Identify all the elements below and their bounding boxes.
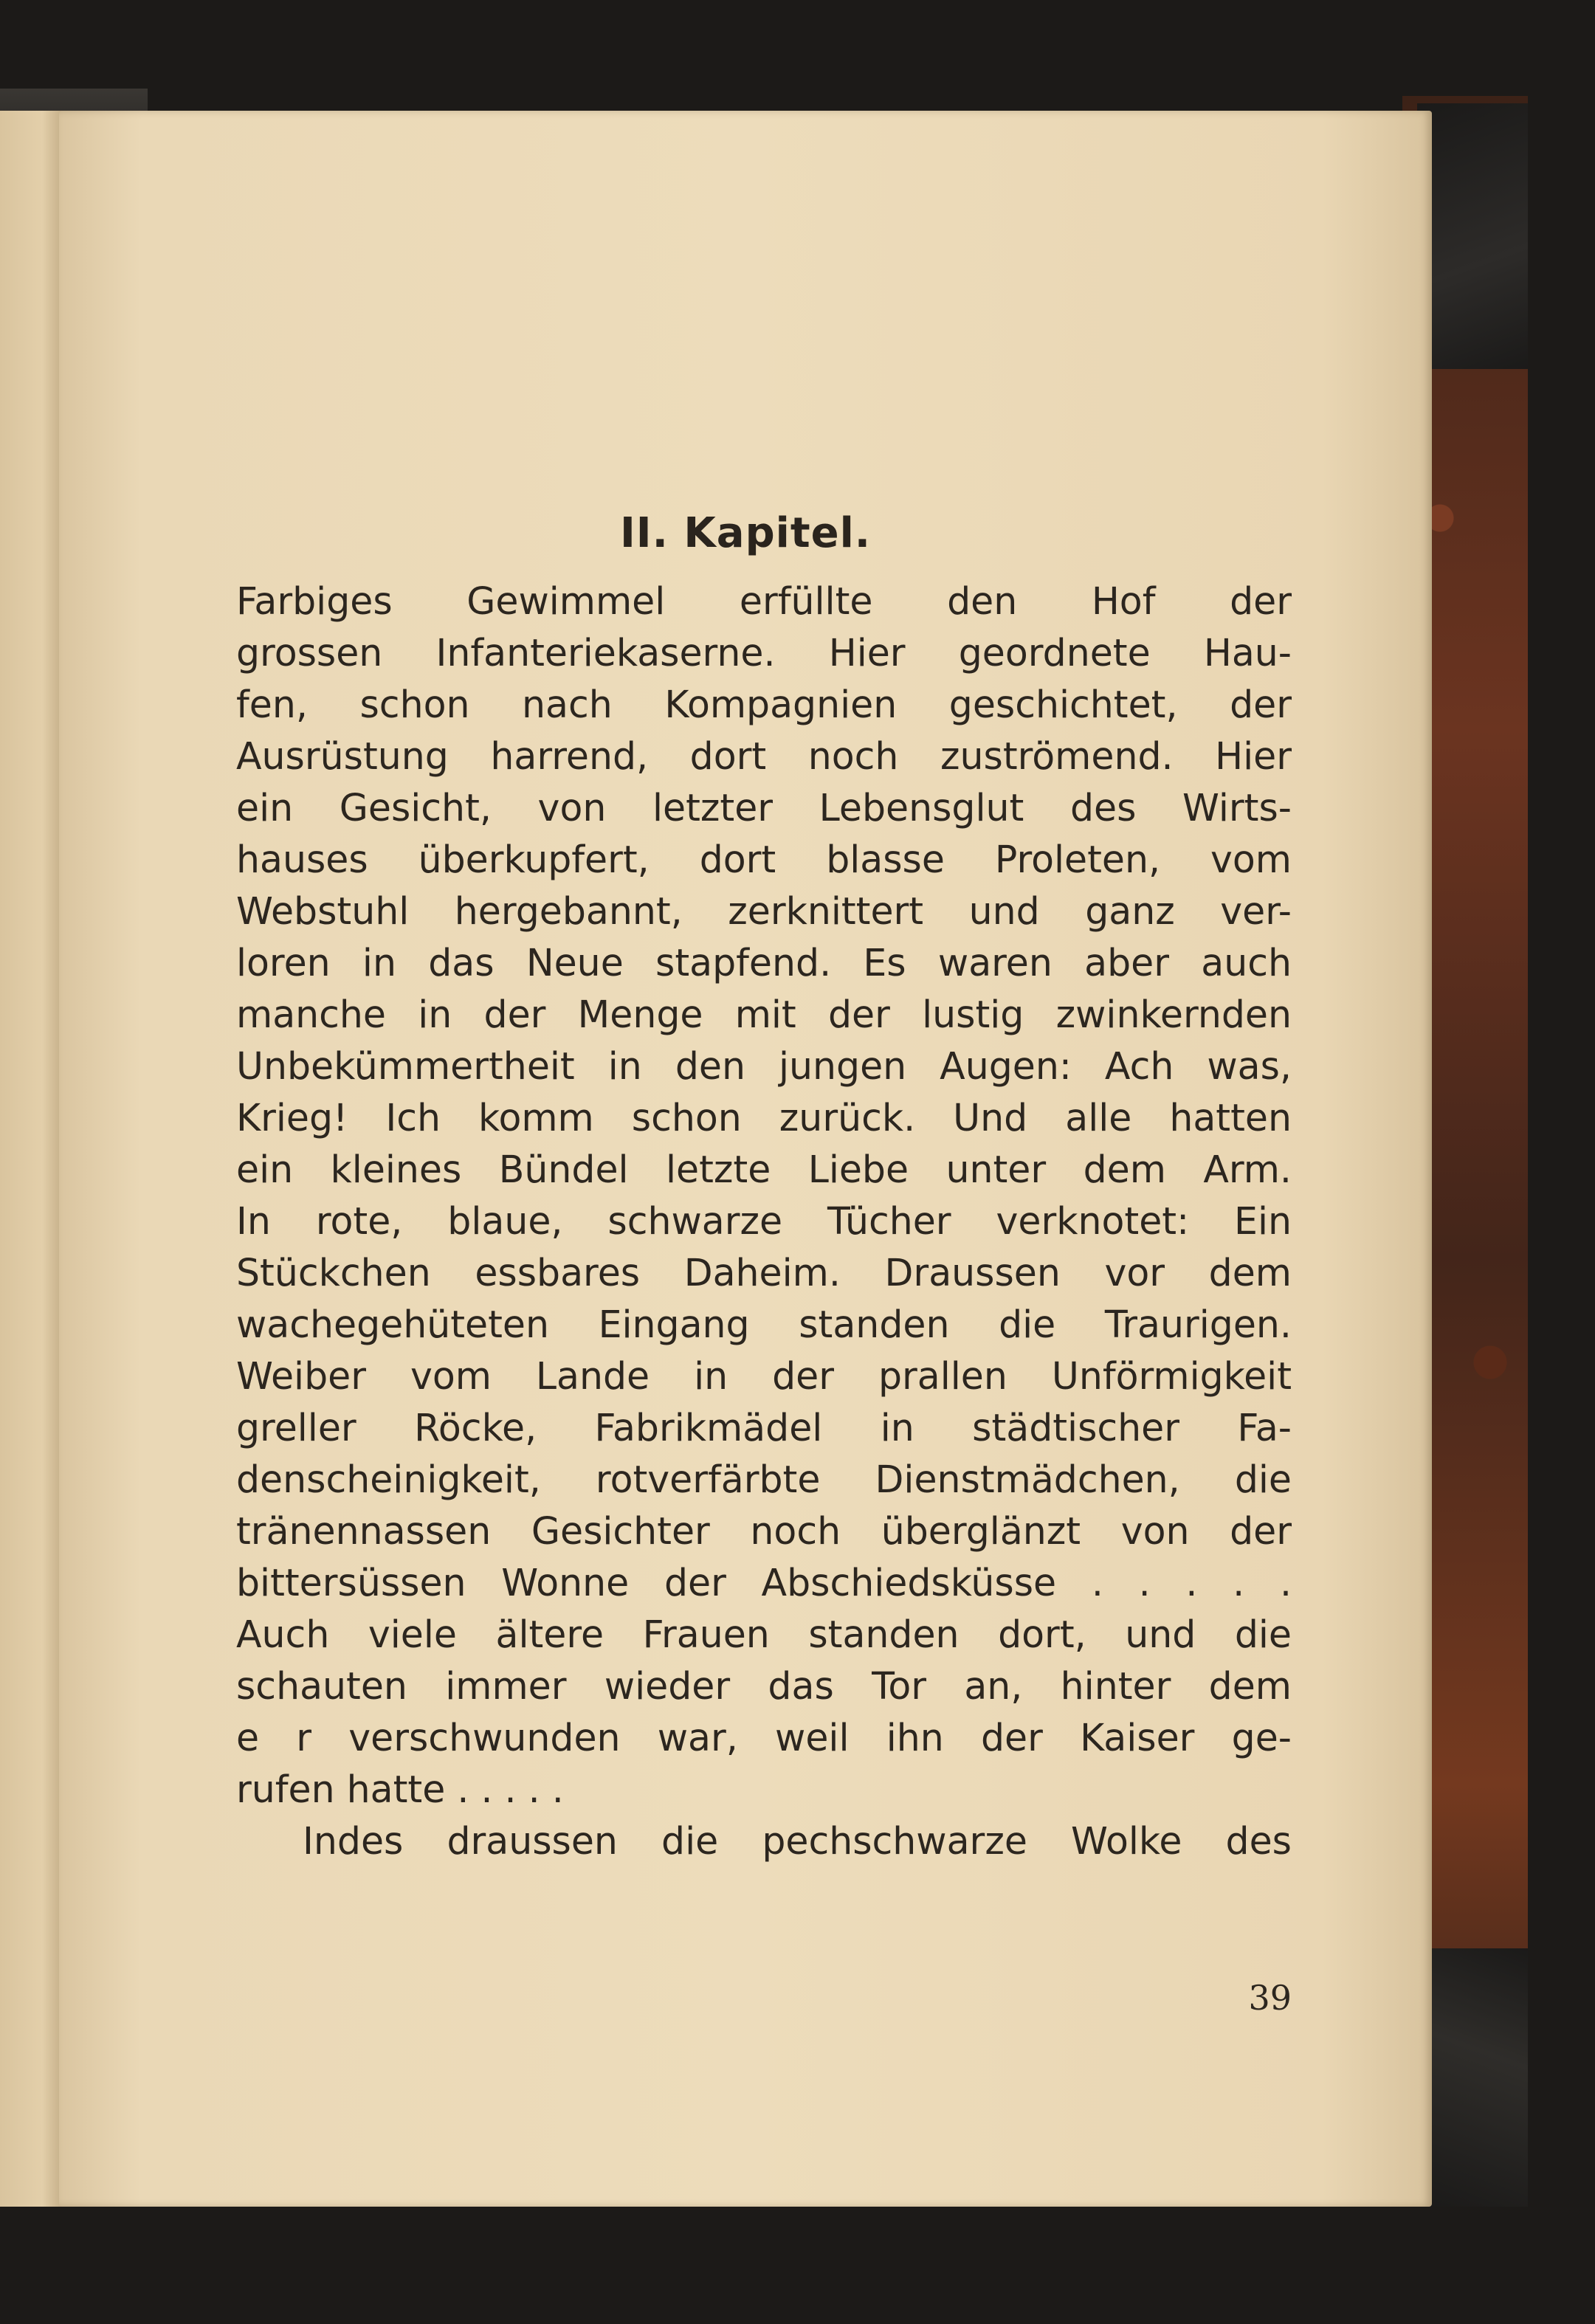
text-line: hauses überkupfert, dort blasse Proleten, vom xyxy=(236,838,1292,881)
text-line: Ausrüstung harrend, dort noch zuströmend. Hier xyxy=(236,734,1292,778)
text-line: grossen Infanteriekaserne. Hier geordnete Hau- xyxy=(236,631,1292,675)
chapter-heading: II. Kapitel. xyxy=(619,509,872,557)
text-line: manche in der Menge mit der lustig zwinkernden xyxy=(236,993,1292,1036)
text-line: greller Röcke, Fabrikmädel in städtischer Fa- xyxy=(236,1406,1292,1449)
text-line: In rote, blaue, schwarze Tücher verknotet: Ein xyxy=(236,1199,1292,1243)
text-line: rufen hatte . . . . . xyxy=(236,1768,564,1811)
text-line: denscheinigkeit, rotverfärbte Dienstmädchen, die xyxy=(236,1458,1292,1501)
text-line: tränennassen Gesichter noch überglänzt von der xyxy=(236,1509,1292,1553)
text-line: wachegehüteten Eingang standen die Traurigen. xyxy=(236,1303,1292,1346)
text-line: e r verschwunden war, weil ihn der Kaiser ge- xyxy=(236,1716,1292,1759)
text-line: fen, schon nach Kompagnien geschichtet, der xyxy=(236,683,1292,726)
text-line: Unbekümmertheit in den jungen Augen: Ach was, xyxy=(236,1044,1292,1088)
text-line: Stückchen essbares Daheim. Draussen vor dem xyxy=(236,1251,1292,1294)
text-line: Farbiges Gewimmel erfüllte den Hof der xyxy=(236,579,1292,623)
cover-corner-top xyxy=(1417,103,1528,369)
cover-corner-bottom xyxy=(1417,1948,1528,2207)
page-number: 39 xyxy=(1248,1978,1292,2018)
text-line: ein kleines Bündel letzte Liebe unter dem Arm. xyxy=(236,1148,1292,1191)
text-line: loren in das Neue stapfend. Es waren aber auch xyxy=(236,941,1292,985)
book-page xyxy=(59,111,1432,2207)
text-line: Indes draussen die pechschwarze Wolke des xyxy=(303,1819,1292,1863)
text-line: Auch viele ältere Frauen standen dort, und die xyxy=(236,1613,1292,1656)
text-line: schauten immer wieder das Tor an, hinter dem xyxy=(236,1664,1292,1708)
text-line: ein Gesicht, von letzter Lebensglut des Wirts- xyxy=(236,786,1292,830)
text-line: Krieg! Ich komm schon zurück. Und alle hatten xyxy=(236,1096,1292,1139)
body-text xyxy=(236,576,1292,1867)
text-line: bittersüssen Wonne der Abschiedsküsse . . . . . xyxy=(236,1561,1292,1604)
text-line: Weiber vom Lande in der prallen Unförmigkeit xyxy=(236,1354,1292,1398)
text-line: Webstuhl hergebannt, zerknittert und ganz ver- xyxy=(236,889,1292,933)
